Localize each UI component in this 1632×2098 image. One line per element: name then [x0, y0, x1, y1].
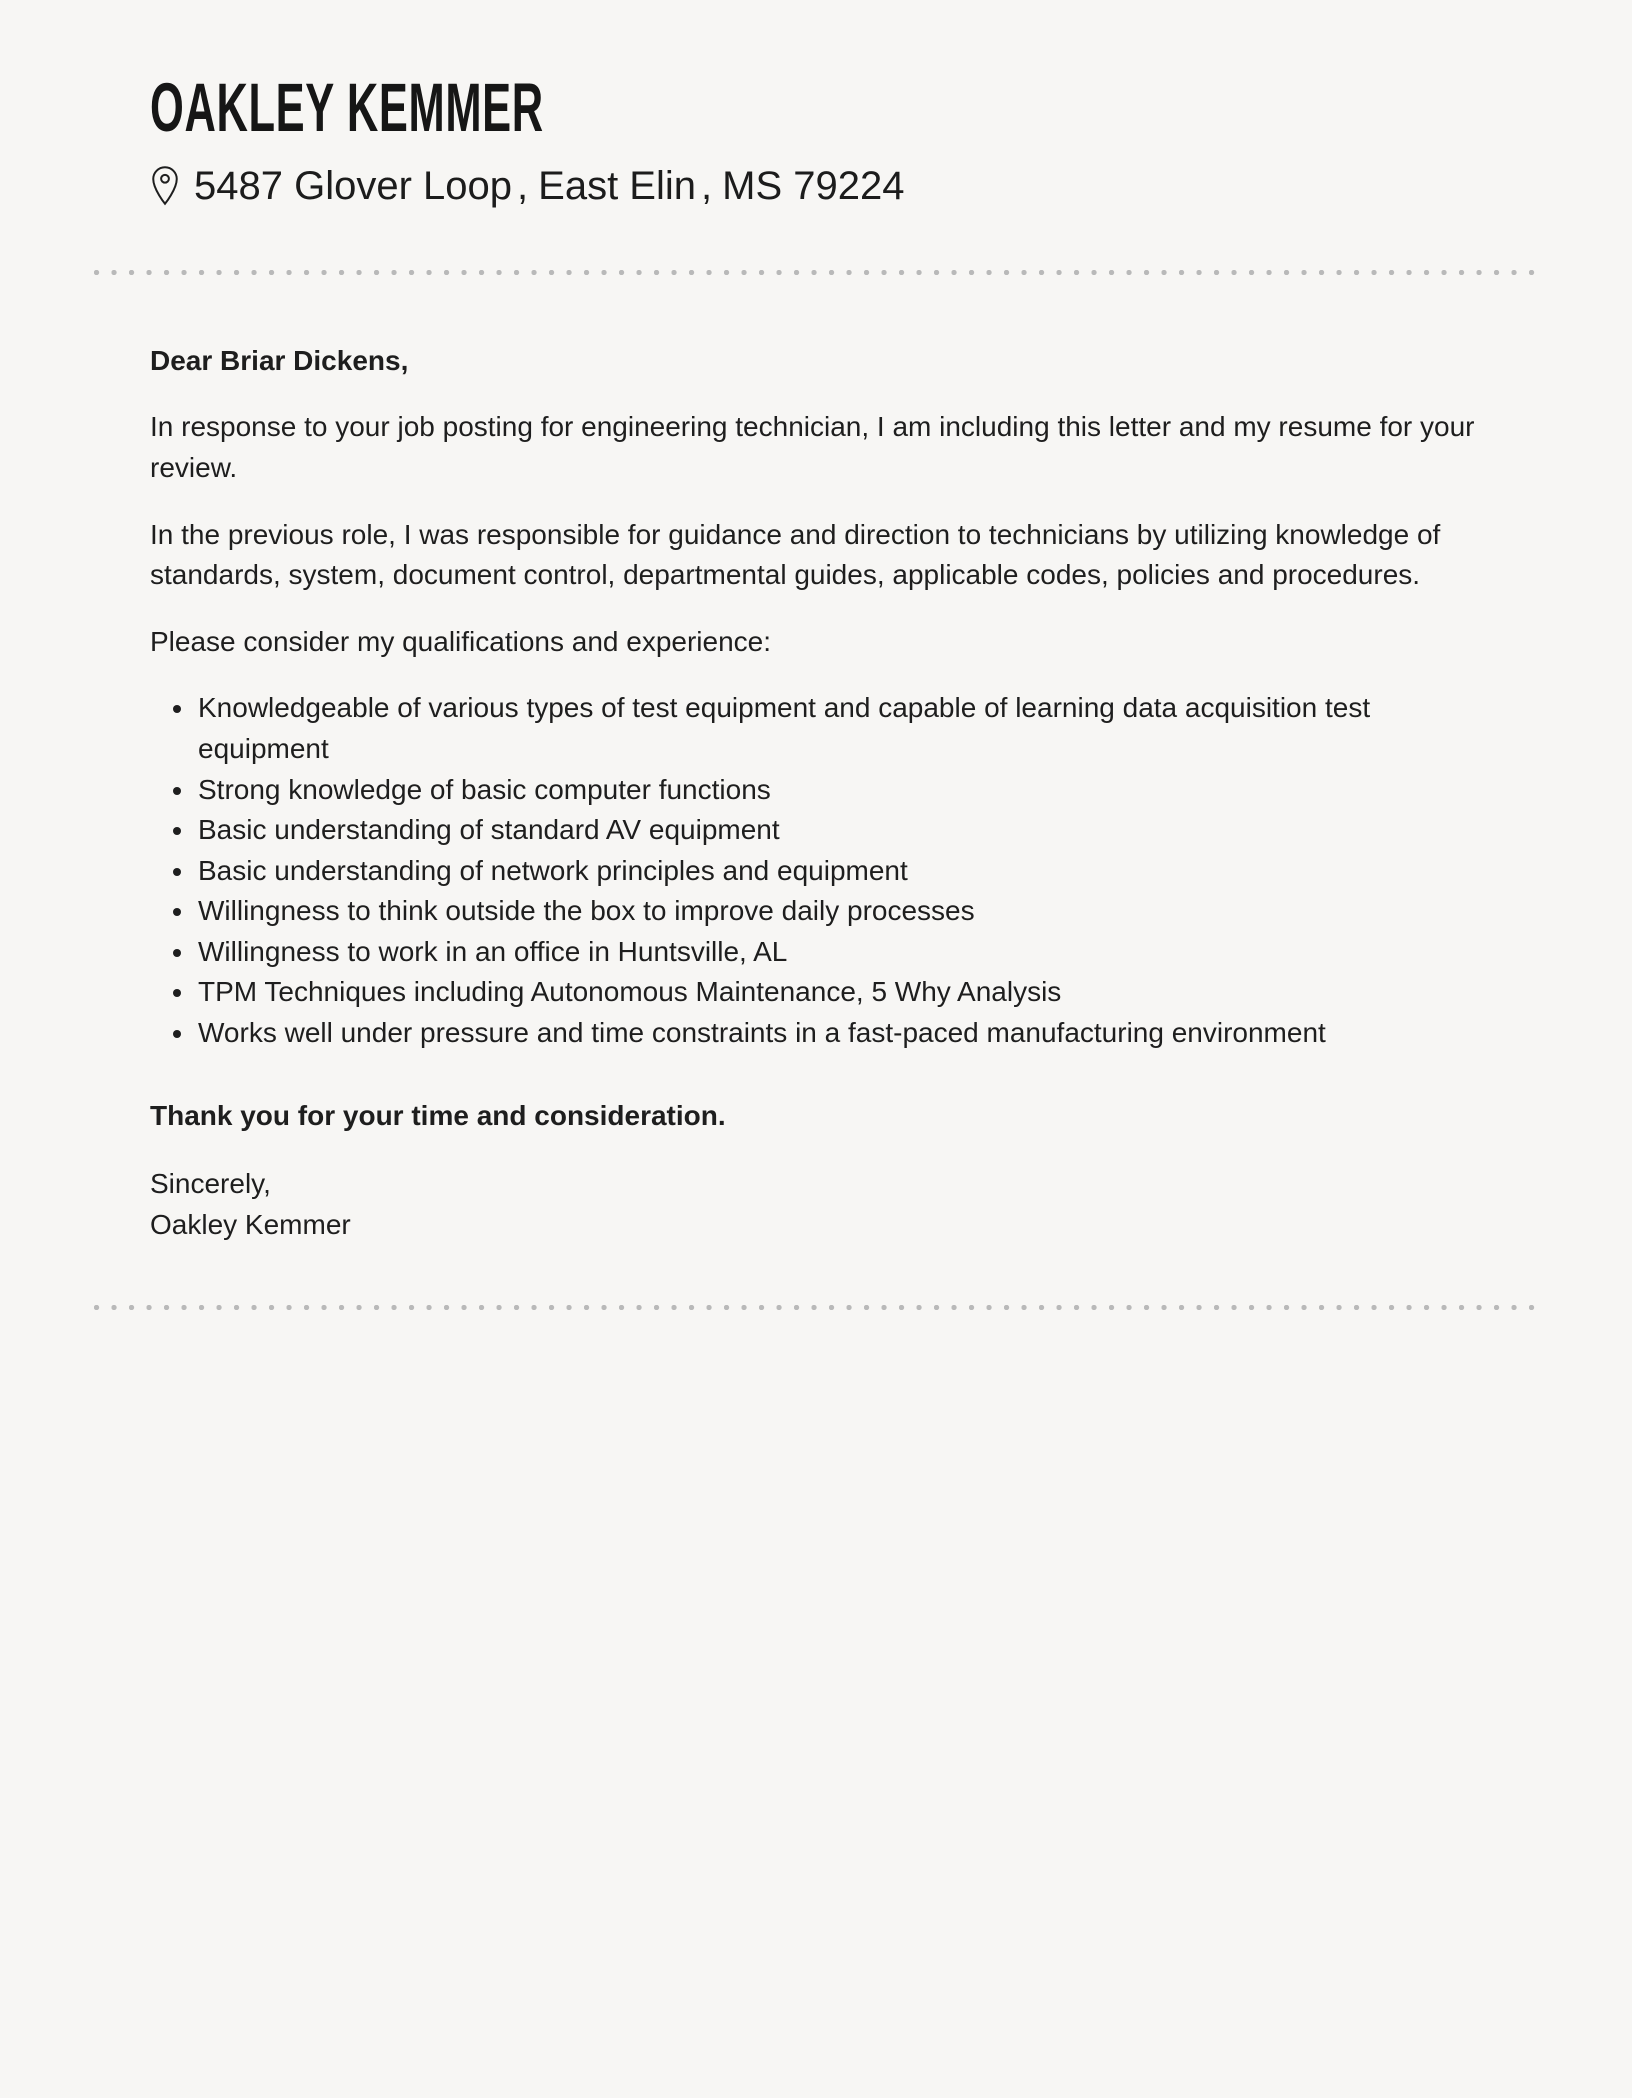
- dotted-divider-bottom: [94, 1305, 1538, 1310]
- address-region: MS 79224: [722, 163, 905, 208]
- signoff-block: [150, 1164, 1492, 1245]
- bullet-item: • TPM Techniques including Autonomous Maintenance, 5 Why Analysis: [196, 972, 1492, 1013]
- bullet-item: • Strong knowledge of basic computer functions: [196, 770, 1492, 811]
- address-separator: ,: [517, 163, 529, 208]
- bullet-item: • Works well under pressure and time constraints in a fast-paced manufacturing environment: [196, 1013, 1492, 1054]
- closing-line: Thank you for your time and consideration.: [150, 1099, 726, 1131]
- letter-header: [0, 0, 1632, 210]
- address-city: East Elin: [538, 163, 696, 208]
- paragraph-intro: In response to your job posting for engineering technician, I am including this letter and my resume for your review.: [150, 411, 1475, 483]
- letter-body: [0, 275, 1632, 1246]
- address-separator: ,: [701, 163, 713, 208]
- bullet-item: • Knowledgeable of various types of test equipment and capable of learning data acquisition test equipment: [196, 688, 1492, 769]
- paragraph-previous-role: In the previous role, I was responsible for guidance and direction to technicians by utilizing knowledge of standards, system, document control, departmental guides, applicable codes, policies and procedures.: [150, 518, 1441, 591]
- signoff: Sincerely,: [150, 1168, 271, 1200]
- bullet-item: • Basic understanding of network principles and equipment: [196, 851, 1492, 892]
- bullet-item: • Willingness to work in an office in Huntsville, AL: [196, 932, 1492, 973]
- map-pin-icon: [150, 165, 180, 207]
- qualification-list: [150, 688, 1492, 1053]
- bullet-item: • Willingness to think outside the box to improve daily processes: [196, 891, 1492, 932]
- salutation: Dear Briar Dickens,: [150, 344, 409, 376]
- paragraph-qualifications-lead: Please consider my qualifications and experience:: [150, 625, 772, 657]
- page-title: OAKLEY KEMMER: [150, 69, 544, 146]
- address-line: [194, 162, 904, 210]
- address-row: [150, 162, 1492, 210]
- address-street: 5487 Glover Loop: [194, 163, 513, 208]
- bullet-item: • Basic understanding of standard AV equipment: [196, 810, 1492, 851]
- signature: Oakley Kemmer: [150, 1208, 351, 1240]
